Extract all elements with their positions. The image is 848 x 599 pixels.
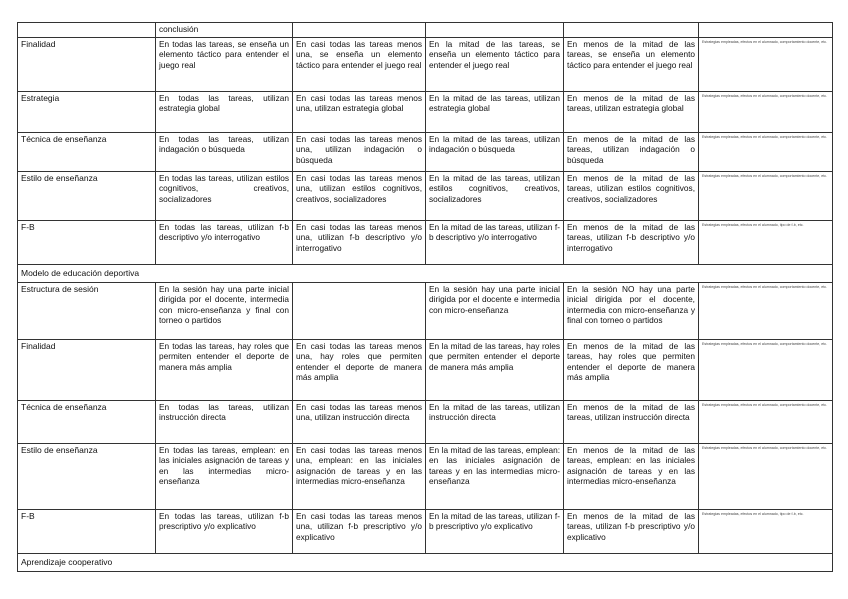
observation-note: Estrategias empleadas, efectos en el alumnado, comportamiento docente, etc. <box>699 37 833 91</box>
level-descriptor: En la mitad de las tareas, se enseña un elemento táctico para entender el juego real <box>426 37 564 91</box>
observation-note: Estrategias empleadas, efectos en el alumnado, comportamiento docente, etc. <box>699 171 833 220</box>
section-title: Aprendizaje cooperativo <box>18 553 833 571</box>
observation-note: Estrategias empleadas, efectos en el alumnado, tipo de f-b, etc. <box>699 509 833 553</box>
level-descriptor: En casi todas las tareas menos una, utilizan f-b prescriptivo y/o explicativo <box>293 509 426 553</box>
level-descriptor <box>293 282 426 339</box>
criterion-label: Estrategia <box>18 91 156 132</box>
observation-note: Estrategias empleadas, efectos en el alumnado, comportamiento docente, etc. <box>699 339 833 400</box>
level-descriptor: En todas las tareas, utilizan estrategia global <box>156 91 293 132</box>
level-descriptor: En la sesión NO hay una parte inicial dirigida por el docente, intermedia con micro-enseñanza y final con torneo o partidos <box>564 282 699 339</box>
level-descriptor: En menos de la mitad de las tareas, emplean: en las iniciales asignación de tareas y en las intermedias micro-enseñanza <box>564 443 699 509</box>
level-descriptor: En casi todas las tareas menos una, hay roles que permiten entender el deporte de manera más amplia <box>293 339 426 400</box>
level-descriptor: En menos de la mitad de las tareas, utilizan f-b descriptivo y/o interrogativo <box>564 220 699 264</box>
level-descriptor: En todas las tareas, utilizan instrucción directa <box>156 400 293 443</box>
table-row <box>18 400 833 443</box>
level-descriptor: En casi todas las tareas menos una, utilizan instrucción directa <box>293 400 426 443</box>
level-descriptor: En todas las tareas, utilizan estilos cognitivos, creativos, socializadores <box>156 171 293 220</box>
rubric-table <box>17 22 833 572</box>
table-cell <box>293 23 426 38</box>
criterion-label: Estructura de sesión <box>18 282 156 339</box>
level-descriptor: En la mitad de las tareas, utilizan estrategia global <box>426 91 564 132</box>
level-descriptor: En menos de la mitad de las tareas, utilizan estilos cognitivos, creativos, socializadores <box>564 171 699 220</box>
table-row <box>18 91 833 132</box>
table-cell <box>426 23 564 38</box>
section-row <box>18 553 833 571</box>
table-row <box>18 443 833 509</box>
section-row <box>18 264 833 282</box>
level-descriptor: En menos de la mitad de las tareas, se enseña un elemento táctico para entender el juego real <box>564 37 699 91</box>
level-descriptor: En la mitad de las tareas, hay roles que permiten entender el deporte de manera más amplia <box>426 339 564 400</box>
level-descriptor: En todas las tareas, se enseña un elemento táctico para entender el juego real <box>156 37 293 91</box>
criterion-label: Estilo de enseñanza <box>18 171 156 220</box>
level-descriptor: En casi todas las tareas menos una, se enseña un elemento táctico para entender el juego real <box>293 37 426 91</box>
level-descriptor: En la mitad de las tareas, emplean: en las iniciales asignación de tareas y en las intermedias micro-enseñanza <box>426 443 564 509</box>
table-row <box>18 171 833 220</box>
observation-note: Estrategias empleadas, efectos en el alumnado, comportamiento docente, etc. <box>699 282 833 339</box>
observation-note: Estrategias empleadas, efectos en el alumnado, comportamiento docente, etc. <box>699 400 833 443</box>
observation-note: Estrategias empleadas, efectos en el alumnado, comportamiento docente, etc. <box>699 132 833 171</box>
level-descriptor: En menos de la mitad de las tareas, utilizan estrategia global <box>564 91 699 132</box>
level-descriptor: En casi todas las tareas menos una, emplean: en las iniciales asignación de tareas y en las intermedias micro-enseñanza <box>293 443 426 509</box>
table-row <box>18 37 833 91</box>
table-row <box>18 339 833 400</box>
table-cell <box>699 23 833 38</box>
criterion-label: Estilo de enseñanza <box>18 443 156 509</box>
table-cell <box>564 23 699 38</box>
level-descriptor: En casi todas las tareas menos una, utilizan estrategia global <box>293 91 426 132</box>
observation-note: Estrategias empleadas, efectos en el alumnado, tipo de f-b, etc. <box>699 220 833 264</box>
level-descriptor: En menos de la mitad de las tareas, utilizan f-b prescriptivo y/o explicativo <box>564 509 699 553</box>
level-descriptor: En menos de la mitad de las tareas, utilizan instrucción directa <box>564 400 699 443</box>
criterion-label: Técnica de enseñanza <box>18 400 156 443</box>
table-row <box>18 282 833 339</box>
level-descriptor: En todas las tareas, emplean: en las iniciales asignación de tareas y en las intermedias micro-enseñanza <box>156 443 293 509</box>
criterion-label: F-B <box>18 509 156 553</box>
level-descriptor: En todas las tareas, hay roles que permiten entender el deporte de manera más amplia <box>156 339 293 400</box>
table-cell <box>18 23 156 38</box>
level-descriptor: En casi todas las tareas menos una, utilizan f-b descriptivo y/o interrogativo <box>293 220 426 264</box>
level-descriptor: En la mitad de las tareas, utilizan estilos cognitivos, creativos, socializadores <box>426 171 564 220</box>
section-title: Modelo de educación deportiva <box>18 264 833 282</box>
level-descriptor: En casi todas las tareas menos una, utilizan estilos cognitivos, creativos, socializadores <box>293 171 426 220</box>
criterion-label: F-B <box>18 220 156 264</box>
level-descriptor: En casi todas las tareas menos una, utilizan indagación o búsqueda <box>293 132 426 171</box>
level-descriptor: En la mitad de las tareas, utilizan instrucción directa <box>426 400 564 443</box>
level-descriptor: En la sesión hay una parte inicial dirigida por el docente e intermedia con micro-enseñanza <box>426 282 564 339</box>
level-descriptor: En la sesión hay una parte inicial dirigida por el docente, intermedia con micro-enseñanza y final con torneo o partidos <box>156 282 293 339</box>
table-row <box>18 220 833 264</box>
criterion-label: Finalidad <box>18 339 156 400</box>
table-row <box>18 23 833 38</box>
observation-note: Estrategias empleadas, efectos en el alumnado, comportamiento docente, etc. <box>699 443 833 509</box>
table-cell: conclusión <box>156 23 293 38</box>
level-descriptor: En menos de la mitad de las tareas, utilizan indagación o búsqueda <box>564 132 699 171</box>
criterion-label: Finalidad <box>18 37 156 91</box>
level-descriptor: En la mitad de las tareas, utilizan f-b descriptivo y/o interrogativo <box>426 220 564 264</box>
level-descriptor: En todas las tareas, utilizan f-b descriptivo y/o interrogativo <box>156 220 293 264</box>
level-descriptor: En menos de la mitad de las tareas, hay roles que permiten entender el deporte de manera más amplia <box>564 339 699 400</box>
level-descriptor: En la mitad de las tareas, utilizan indagación o búsqueda <box>426 132 564 171</box>
level-descriptor: En la mitad de las tareas, utilizan f-b prescriptivo y/o explicativo <box>426 509 564 553</box>
observation-note: Estrategias empleadas, efectos en el alumnado, comportamiento docente, etc. <box>699 91 833 132</box>
table-row <box>18 509 833 553</box>
level-descriptor: En todas las tareas, utilizan indagación o búsqueda <box>156 132 293 171</box>
criterion-label: Técnica de enseñanza <box>18 132 156 171</box>
table-row <box>18 132 833 171</box>
level-descriptor: En todas las tareas, utilizan f-b prescriptivo y/o explicativo <box>156 509 293 553</box>
